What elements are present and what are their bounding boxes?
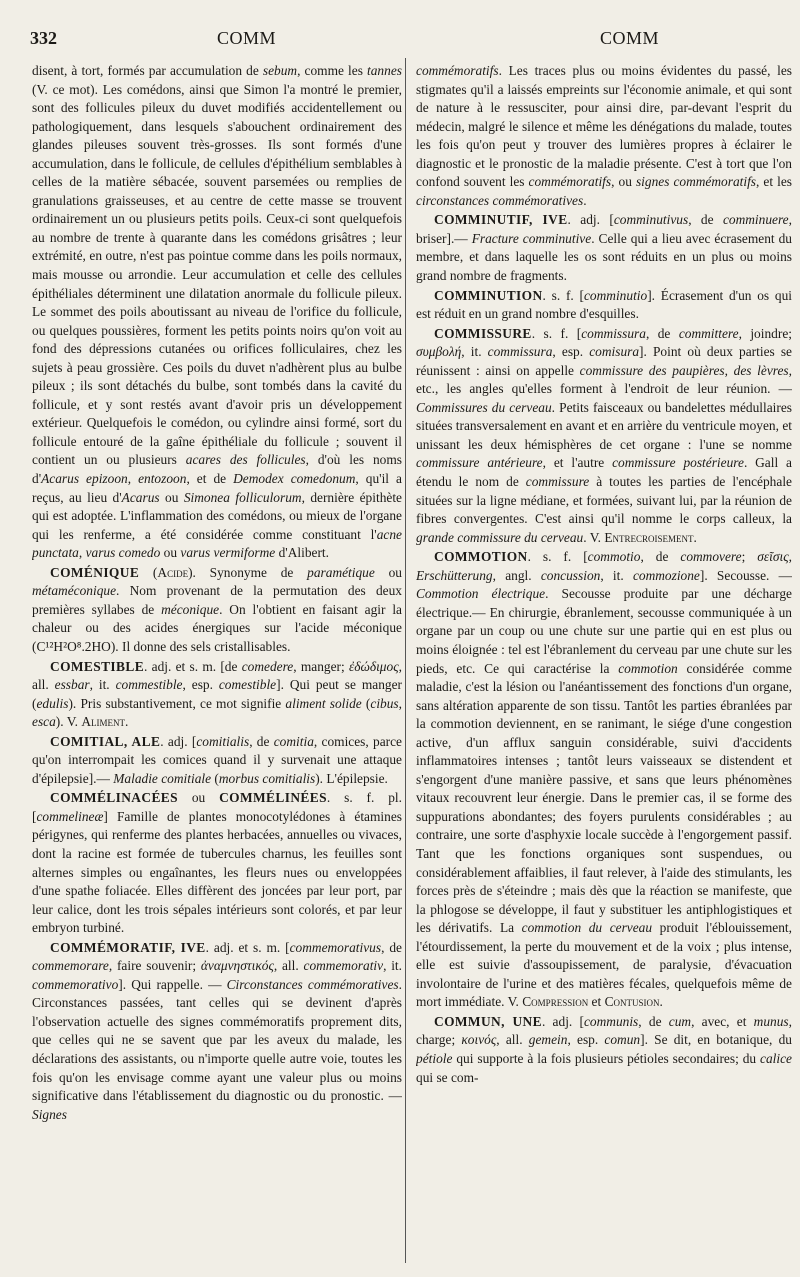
headword-commelinacees: COMMÉLINACÉES <box>50 790 178 806</box>
running-head-right: COMM <box>600 28 660 48</box>
headword-commun: COMMUN, UNE <box>434 1013 542 1029</box>
column-divider <box>405 58 406 1263</box>
entry-comenique: COMÉNIQUE (Acide). Synonyme de paramétique ou métaméconique. Nom provenant de la permutation des deux premières syllabes de méconique. On l'obtient en faisant agir la chaleur ou des acides énergiques sur l'acide méconique (C¹²H²O⁸.2HO). Il donne des sels cristallisables. <box>32 564 402 654</box>
entry-comestible: COMESTIBLE. adj. et s. m. [de comedere, manger; ἐδώδιμος, all. essbar, it. commestible, esp. comestible]. Qui peut se manger (edulis). Pris substantivement, ce mot signifie aliment solide (cibus, esca). V. Aliment. <box>32 658 402 730</box>
entry-comminutif: COMMINUTIF, IVE. adj. [comminutivus, de comminuere, briser].— Fracture comminutive. Celle qui a lieu avec écrasement du membre, et dans laquelle les os sont réduits en un plus ou moins grand nombre de fragments. <box>416 212 792 284</box>
entry-commun: COMMUN, UNE. adj. [communis, de cum, avec, et munus, charge; κοινός, all. gemein, esp. comun]. Se dit, en botanique, du pétiole qui supporte à la fois plusieurs pétioles secondaires; du calice qui se com- <box>416 1013 792 1085</box>
page-header <box>30 28 786 52</box>
left-column <box>32 62 402 1267</box>
headword-commotion: COMMOTION <box>434 549 528 565</box>
headword-comminution: COMMINUTION <box>434 287 543 303</box>
running-head-left: COMM <box>217 28 277 48</box>
entry-comedon-continuation: disent, à tort, formés par accumulation de sebum, comme les tannes (V. ce mot). Les comédons, ainsi que Simon l'a montré le premier, sont des follicules pileux du duvet modifiés accidentellement ou pathologiquement, dans lesquels s'abouchent ordinairement des glandes pileuses souvent très-grosses. Ils sont formés d'une accumulation, dans le follicule, de cellules d'épithélium semblables à celles de la matière sébacée, souvent parsemées ou remplies de granulations graisseuses, et au centre de cette masse se trouvent ordinairement un ou plusieurs petits poils. Ceux-ci sont quelquefois au nombre de trente à quarante dans les comédons grisâtres ; leur extrémité, en outre, n'est pas pointue comme dans les poils normaux, mais mousse ou arrondie. Leur accumulation et celle des cellules épithéliales déterminent une dilatation anormale du follicule pileux. Le sommet des poils aboutissant au niveau de l'orifice du follicule, ou quelques poussières, forment les petits points noirs qu'on voit au fond des dépressions cutanées ou orifices folliculaires, chez les sujets à peau grossière. Ces poils du duvet n'adhèrent plus au bulbe pileux ; ils sont détachés du bulbe, sont tombés dans la cavité du follicule, et y sont restés avant d'avoir pris un développement extérieur. Quelquefois le comédon, ou cylindre ainsi formé, sort du follicule entouré de la gaîne épithéliale du follicule ; souvent il contient un ou plusieurs acares des follicules, d'où les noms d'Acarus epizoon, entozoon, et de Demodex comedonum, qu'il a reçus, au lieu d'Acarus ou Simonea folliculorum, dernière épithète qui est adoptée. L'inflammation des comédons, ou mieux de l'organe qui les renferme, a été considérée comme constituant l'acne punctata, varus comedo ou varus vermiforme d'Alibert. <box>32 63 402 561</box>
right-column <box>416 62 792 1267</box>
entry-comminution: COMMINUTION. s. f. [comminutio]. Écrasement d'un os qui est réduit en un grand nombre d'esquilles. <box>416 287 792 322</box>
entry-commemoratif: COMMÉMORATIF, IVE. adj. et s. m. [commemorativus, de commemorare, faire souvenir; ἀναμνηστικός, all. commemorativ, it. commemorativo]. Qui rappelle. — Circonstances commémoratives. Circonstances passées, tant celles qui se devinent d'après l'observation actuelle des signes commémoratifs proprement dits, que celles qui ne se savent que par les aveux du malade, les déclarations des assistants, ou n'importe quelle autre voie, toutes les fois qu'on les envisage comme ayant une valeur plus ou moins significative dans l'établissement du diagnostic ou du pronostic. — Signes <box>32 939 402 1122</box>
entry-commelinacees: COMMÉLINACÉES ou COMMÉLINÉES. s. f. pl. [commelineæ] Famille de plantes monocotylédones à étamines périgynes, qui renferme des plantes herbacées, annuelles ou vivaces, dont la racine est formée de tubercules charnus, les feuilles sont alternes simples ou engaînantes, les fleurs nues ou enveloppées d'une spathe foliacée. Elles diffèrent des joncées par leur port, par leur calice, dont les trois sépales intérieurs sont colorés, et par leur embryon turbiné. <box>32 790 402 936</box>
headword-comenique: COMÉNIQUE <box>50 564 140 580</box>
headword-comitial: COMITIAL, ALE <box>50 733 161 749</box>
entry-commemoratif-continuation: commémoratifs. Les traces plus ou moins évidentes du passé, les stigmates qu'il a laissés empreints sur l'économie animale, et qui sont de nature à le ressusciter, pour ainsi dire, par-devant l'esprit du médecin, malgré le silence et même les dénégations du malade, toutes les fois qu'on peut y trouver des lumières propres à éclairer le diagnostic et le pronostic de la maladie présente. C'est à tort que l'on confond souvent les commémoratifs, ou signes commémoratifs, et les circonstances commémoratives. <box>416 63 792 208</box>
headword-commissure: COMMISSURE <box>434 325 532 341</box>
entry-comitial: COMITIAL, ALE. adj. [comitialis, de comitia, comices, parce qu'on interrompait les comices quand il y survenait une attaque d'épilepsie].— Maladie comitiale (morbus comitialis). L'épilepsie. <box>32 733 402 786</box>
entry-commotion: COMMOTION. s. f. [commotio, de commovere; σεῖσις, Erschütterung, angl. concussion, it. commozione]. Secousse. — Commotion électrique. Secousse produite par une décharge électrique.— En chirurgie, ébranlement, secousse communiquée à un organe par un coup ou une chute sur une partie qui en est plus ou moins éloignée : tel est l'ébranlement du cerveau par une chute sur les pieds, etc. Ce qui caractérise la commotion considérée comme maladie, c'est la lésion ou l'anéantissement des fonctions d'un organe, sans altération apparente de son tissu. Tantôt les parties ébranlées par la commotion deviennent, en se ranimant, le siége d'une congestion active, d'un afflux sanguin considérable, suivi d'accidents inflammatoires intenses ; tantôt leurs vaisseaux se distendent et s'engorgent d'une manière passive, et sans que leurs phénomènes vitaux recouvrent leur énergie. Dans le premier cas, il se forme des suppurations abondantes; des foyers purulents considérables ; au contraire, une sorte d'asphyxie locale succède à l'engorgement passif. Tant que les fonctions organiques sont suspendues, ou considérablement affaiblies, il faut relever, à l'aide des stimulants, les forces près de s'éteindre ; mais dès que la réaction se manifeste, que la phlogose se développe, il faut y substituer les antiphlogistiques et les dérivatifs. La commotion du cerveau produit l'éblouissement, l'étourdissement, la perte du mouvement et de la voix ; plus intense, elle est suivie d'assoupissement, de paralysie, d'évacuation involontaire de l'urine et des matières fécales, quelquefois même de mort immédiate. V. Compression et Contusion. <box>416 549 792 1010</box>
page-number: 332 <box>30 28 57 48</box>
headword-comminutif: COMMINUTIF, IVE <box>434 212 568 228</box>
headword-comestible: COMESTIBLE <box>50 658 145 674</box>
headword-commemoratif: COMMÉMORATIF, IVE <box>50 939 206 955</box>
entry-commissure: COMMISSURE. s. f. [commissura, de committere, joindre; συμβολή, it. commissura, esp. comisura]. Point où deux parties se réunissent : ainsi on appelle commissure des paupières, des lèvres, etc., les angles qu'elles forment à l'endroit de leur réunion. — Commissures du cerveau. Petits faisceaux ou bandelettes médullaires situées transversalement en avant et en arrière du ventricule moyen, et unissant les deux hémisphères de cet organe : l'une se nomme commissure antérieure, et l'autre commissure postérieure. Gall a étendu le nom de commissure à toutes les parties de l'encéphale situées sur la ligne médiane, et formées, suivant lui, par la réunion de fibres convergentes. C'est ainsi qu'il nomme le corps calleux, la grande commissure du cerveau. V. Entrecroisement. <box>416 325 792 545</box>
